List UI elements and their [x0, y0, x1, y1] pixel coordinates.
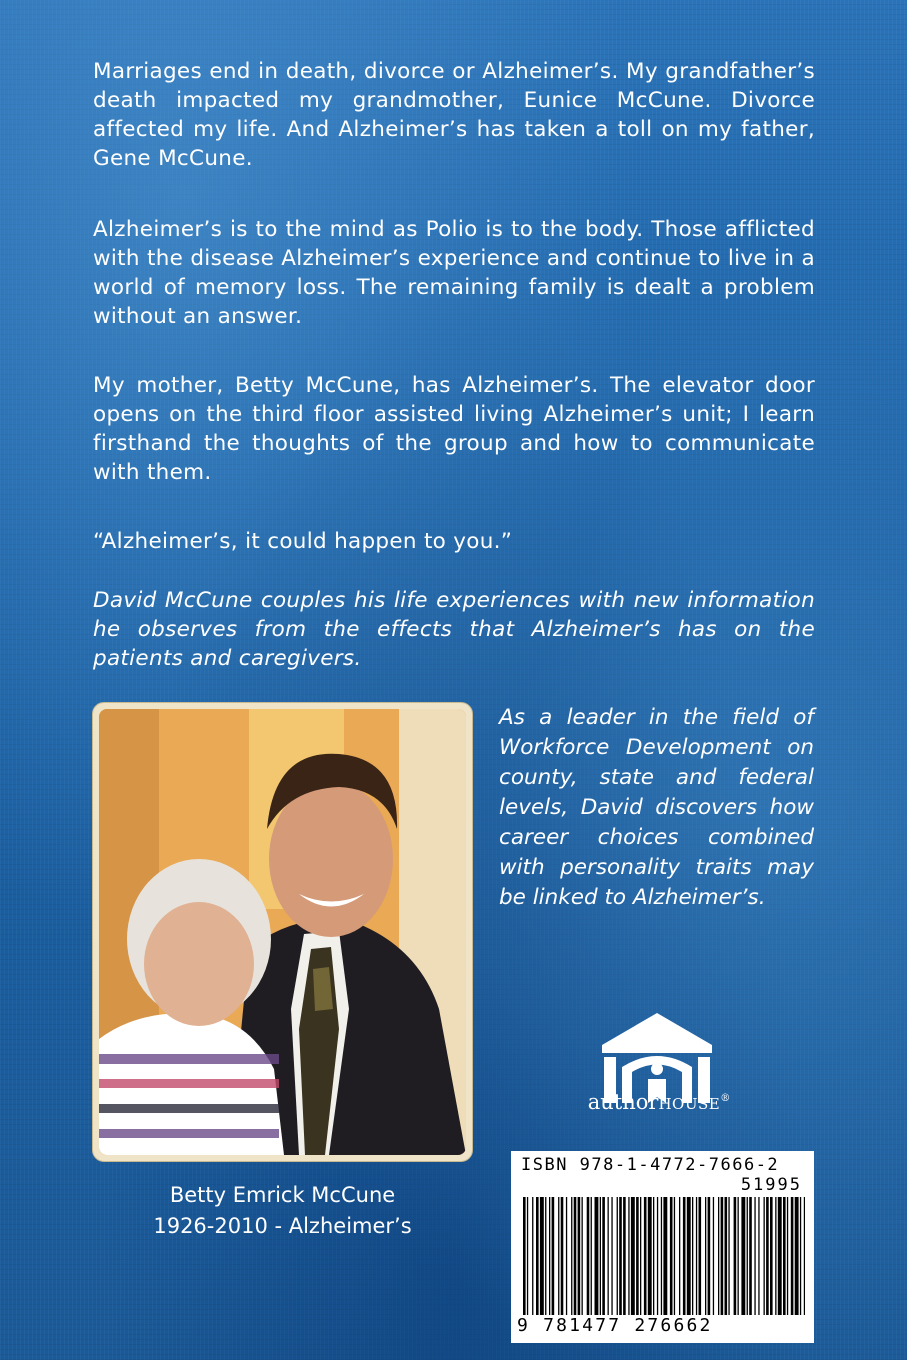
barcode-bar [648, 1197, 652, 1315]
barcode-bar [791, 1197, 794, 1315]
barcode-bar [600, 1197, 601, 1315]
photo-caption-name: Betty Emrick McCune [169, 1183, 396, 1207]
barcode-bar [653, 1197, 654, 1315]
paragraph-mother: My mother, Betty McCune, has Alzheimer’s. The elevator door opens on the third floor assisted living Alzheimer’s unit; I learn firsthand the thoughts of the group and how to communicate with them. [93, 373, 815, 485]
barcode-bar [674, 1197, 675, 1315]
barcode-bar [775, 1197, 776, 1315]
registered-mark: ® [720, 1093, 731, 1104]
barcode-bar [800, 1197, 801, 1315]
barcode-bar [566, 1197, 567, 1315]
barcode-bar [558, 1197, 559, 1315]
author-blurb: David McCune couples his life experiences with new information he observes from the effects that Alzheimer’s has on the patients and caregivers. [93, 588, 815, 671]
barcode-bar [631, 1197, 635, 1315]
barcode-bar [552, 1197, 555, 1315]
barcode-bar [783, 1197, 786, 1315]
barcode-bar [644, 1197, 647, 1315]
barcode-bar [728, 1197, 729, 1315]
barcode-bar [741, 1197, 745, 1315]
barcode-bar [804, 1197, 805, 1315]
barcode-bar [523, 1197, 526, 1315]
barcode-bar [602, 1197, 605, 1315]
isbn-label: ISBN 978-1-4772-7666-2 [521, 1155, 780, 1175]
barcode-bar [595, 1197, 599, 1315]
publisher-name [544, 1090, 774, 1114]
barcode-bar [758, 1197, 759, 1315]
isbn-barcode [511, 1151, 814, 1343]
barcode-bars [523, 1197, 805, 1315]
barcode-bar [591, 1197, 592, 1315]
barcode-bar [708, 1197, 711, 1315]
barcode-bar [661, 1197, 662, 1315]
barcode-bar [619, 1197, 622, 1315]
barcode-bar [536, 1197, 539, 1315]
barcode-bar [640, 1197, 641, 1315]
author-photo-frame [92, 702, 473, 1162]
barcode-bar [725, 1197, 728, 1315]
barcode-bar [721, 1197, 724, 1315]
barcode-bar [545, 1197, 546, 1315]
author-and-mother-photo [99, 709, 466, 1155]
quote-line: “Alzheimer’s, it could happen to you.” [93, 529, 513, 554]
barcode-bar [778, 1197, 782, 1315]
barcode-bar [657, 1197, 658, 1315]
barcode-bar [713, 1197, 714, 1315]
barcode-bar [705, 1197, 706, 1315]
barcode-bar [527, 1197, 528, 1315]
barcode-bar [611, 1197, 612, 1315]
paragraph-marriages: Marriages end in death, divorce or Alzheimer’s. My grandfather’s death impacted my grandmother, Eunice McCune. Divorce affected my life. And Alzheimer’s has taken a toll on my father, Gene McCune. [93, 59, 815, 171]
barcode-digits: 9 781477 276662 [517, 1315, 713, 1336]
barcode-bar [679, 1197, 680, 1315]
barcode-bar [770, 1197, 773, 1315]
barcode-bar [617, 1197, 618, 1315]
barcode-bar [571, 1197, 572, 1315]
barcode-bar [549, 1197, 550, 1315]
barcode-bar [670, 1197, 673, 1315]
barcode-bar [718, 1197, 719, 1315]
publisher-name-upper: HOUSE [658, 1095, 721, 1113]
publisher-name-lower: author [587, 1090, 659, 1114]
barcode-bar [623, 1197, 626, 1315]
barcode-bar [532, 1197, 533, 1315]
barcode-bar [663, 1197, 667, 1315]
barcode-bar [540, 1197, 544, 1315]
authorhouse-logo-icon [587, 1005, 724, 1135]
barcode-bar [747, 1197, 748, 1315]
barcode-bar [764, 1197, 765, 1315]
barcode-bar [687, 1197, 691, 1315]
barcode-bar [683, 1197, 686, 1315]
barcode-bar [574, 1197, 577, 1315]
barcode-bar [795, 1197, 799, 1315]
barcode-bar [766, 1197, 769, 1315]
barcode-bar [561, 1197, 564, 1315]
barcode-bar [696, 1197, 697, 1315]
barcode-bar [749, 1197, 752, 1315]
barcode-bar [608, 1197, 609, 1315]
barcode-bar [754, 1197, 755, 1315]
photo-caption-dates: 1926-2010 - Alzheimer’s [153, 1214, 412, 1238]
barcode-bar [692, 1197, 693, 1315]
side-blurb: As a leader in the field of Workforce Development on county, state and federal levels, David discovers how career choices combined with personality traits may be linked to Alzheimer’s. [499, 705, 814, 910]
photo-illustration [99, 709, 466, 1155]
barcode-bar [636, 1197, 639, 1315]
barcode-bar [582, 1197, 583, 1315]
barcode-bar [587, 1197, 590, 1315]
barcode-bar [578, 1197, 581, 1315]
barcode-bar [738, 1197, 739, 1315]
barcode-bar [734, 1197, 737, 1315]
barcode-bar [628, 1197, 629, 1315]
barcode-bar [699, 1197, 702, 1315]
paragraph-polio: Alzheimer’s is to the mind as Polio is to the body. Those afflicted with the disease Alzheimer’s experience and continue to live in a world of memory loss. The remaining family is dealt a problem without an answer. [93, 217, 815, 329]
price-code: 51995 [740, 1175, 802, 1195]
barcode-bar [787, 1197, 788, 1315]
